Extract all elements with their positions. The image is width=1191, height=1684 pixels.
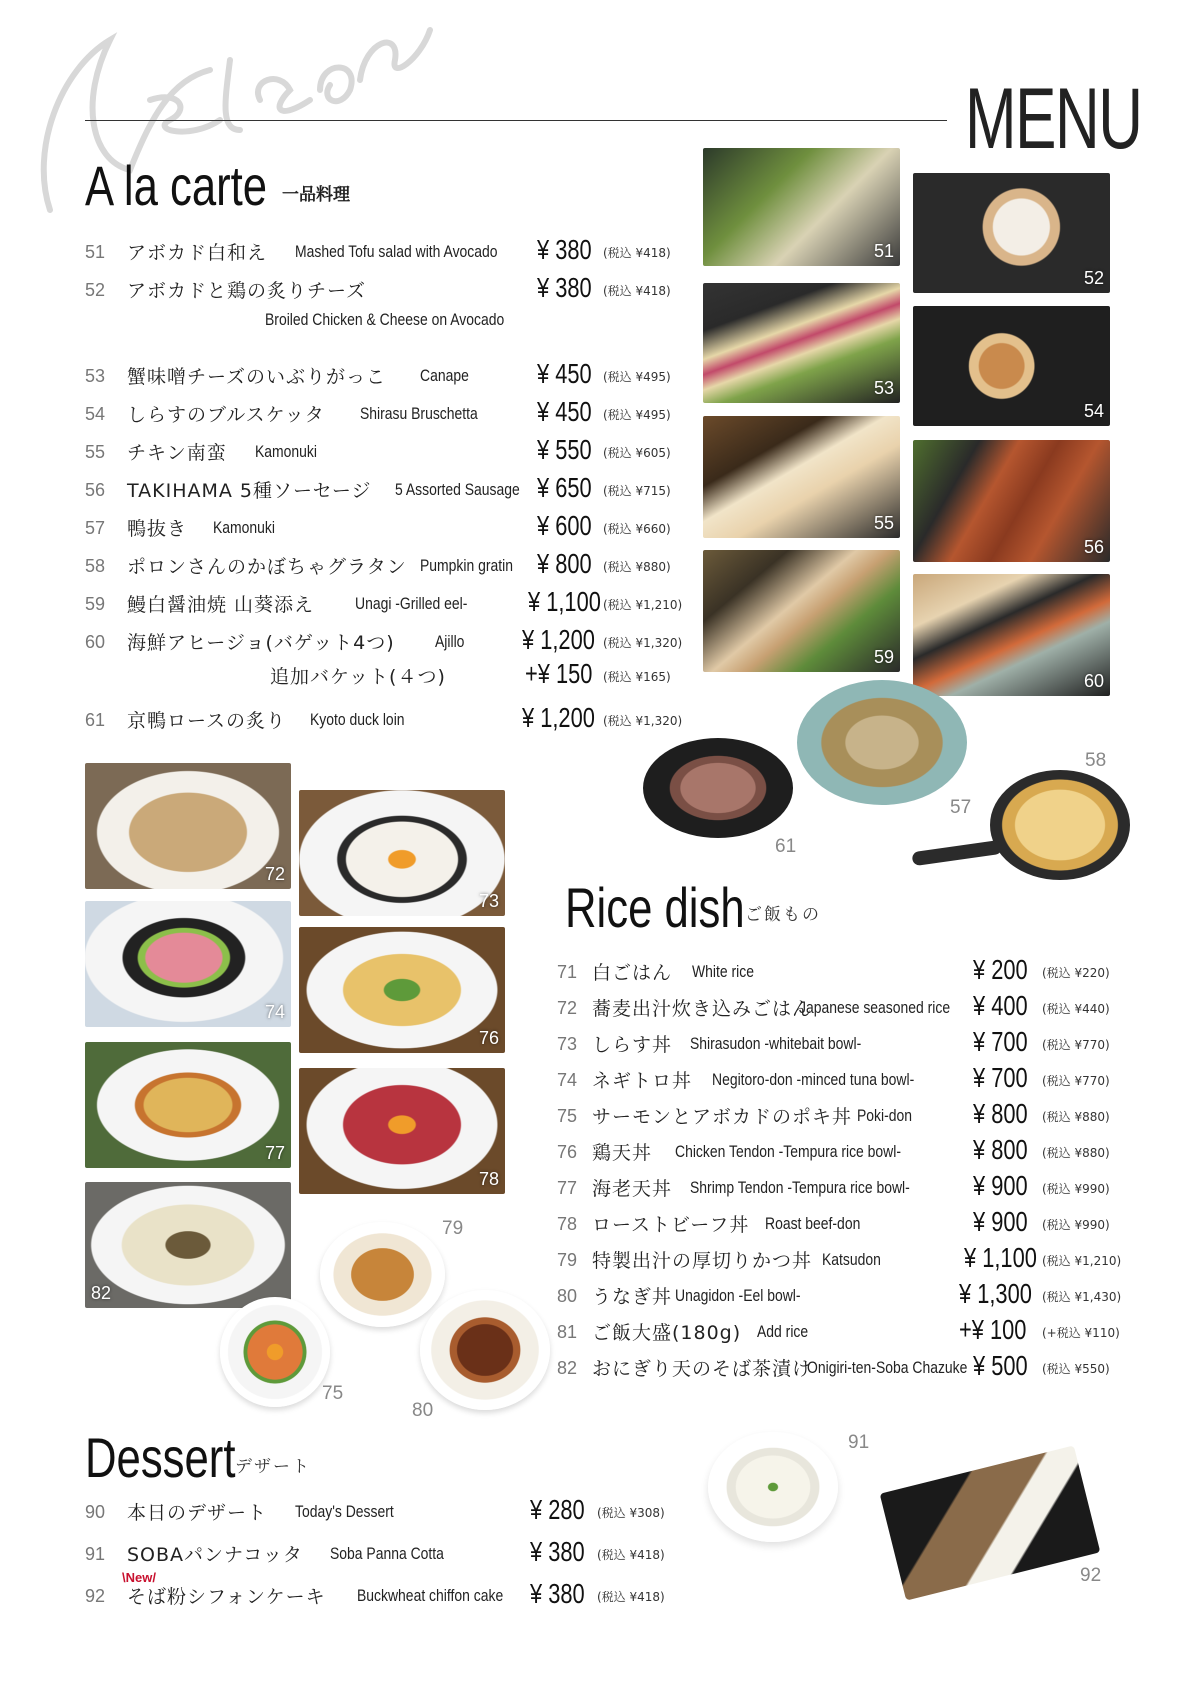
item-number: 92: [85, 1586, 106, 1606]
item-price-tax: (税込 ¥770): [1042, 1038, 1110, 1052]
photo-label: 53: [873, 378, 894, 398]
item-number: 55: [85, 442, 106, 462]
menu-row: [85, 234, 685, 268]
photo-onigiri-soba-chazuke: [85, 1182, 291, 1308]
item-price: ¥ 900: [973, 1170, 1028, 1201]
item-price-tax: (税込 ¥715): [603, 484, 671, 498]
photo-seafood-ajillo: [913, 574, 1110, 696]
item-name-en: Add rice: [757, 1322, 809, 1341]
item-price-tax: (税込 ¥1,210): [1042, 1254, 1122, 1268]
item-price: ¥ 600: [537, 510, 592, 541]
photo-label: 77: [264, 1143, 285, 1163]
photo-unagidon: [420, 1290, 550, 1410]
photo-label: 73: [478, 891, 499, 911]
item-number: 57: [85, 518, 106, 538]
item-price-tax: (税込 ¥220): [1042, 966, 1110, 980]
item-name-en: Shrimp Tendon -Tempura rice bowl-: [690, 1178, 910, 1197]
a-la-carte-title: A la carte: [85, 154, 268, 217]
photo-label: 76: [478, 1028, 499, 1048]
item-number: 74: [557, 1070, 578, 1090]
photo-label: 52: [1083, 268, 1104, 288]
photo-label-80: 80: [412, 1400, 434, 1421]
item-price-tax: (税込 ¥770): [1042, 1074, 1110, 1088]
item-name-en: Ajillo: [435, 632, 465, 651]
item-price-tax: (税込 ¥418): [603, 246, 671, 260]
item-price: ¥ 1,300: [959, 1278, 1032, 1309]
item-name-jp: ネギトロ丼: [592, 1070, 693, 1092]
item-price: ¥ 450: [537, 358, 592, 389]
photo-label: 59: [873, 647, 894, 667]
item-number: 75: [557, 1106, 578, 1126]
photo-avocado-chicken-cheese: [913, 173, 1110, 293]
photo-soba-panna-cotta: [708, 1432, 838, 1542]
item-name-jp: 蕎麦出汁炊き込みごはん: [592, 998, 813, 1020]
item-number: 79: [557, 1250, 578, 1270]
photo-shrimp-tendon: [85, 1042, 291, 1168]
photo-katsudon: [320, 1222, 445, 1327]
item-price: +¥ 100: [959, 1314, 1027, 1345]
item-number: 71: [557, 962, 578, 982]
item-name-jp: サーモンとアボカドのポキ丼: [592, 1106, 853, 1128]
item-number: 61: [85, 710, 106, 730]
item-price-tax: (税込 ¥418): [603, 284, 671, 298]
item-name-en: Kamonuki: [213, 518, 275, 537]
item-number: 77: [557, 1178, 578, 1198]
menu-row: [85, 472, 685, 506]
item-name-en: 5 Assorted Sausage: [395, 480, 520, 499]
item-name-en: Poki-don: [857, 1106, 913, 1125]
item-name-en: Broiled Chicken & Cheese on Avocado: [265, 310, 505, 329]
item-price-tax: (税込 ¥1,320): [603, 636, 683, 650]
menu-row: [557, 1206, 1117, 1240]
item-name-en: Pumpkin gratin: [420, 556, 513, 575]
item-name-en: Kyoto duck loin: [310, 710, 405, 729]
menu-title: MENU: [965, 71, 1142, 167]
item-number: 58: [85, 556, 106, 576]
a-la-carte-subtitle: 一品料理: [282, 185, 350, 205]
item-name-jp: 京鴨ロースの炙り: [127, 710, 287, 732]
dessert-subtitle: デザート: [235, 1457, 311, 1477]
item-name-en: Negitoro-don -minced tuna bowl-: [712, 1070, 915, 1089]
item-name-jp: 鴨抜き: [127, 518, 188, 540]
item-name-en: Japanese seasoned rice: [799, 998, 951, 1017]
menu-row: [557, 990, 1117, 1024]
photo-label: 74: [264, 1002, 285, 1022]
item-price-tax: (税込 ¥880): [1042, 1110, 1110, 1124]
photo-label: 55: [873, 513, 894, 533]
item-price-tax: (税込 ¥1,320): [603, 714, 683, 728]
photo-label-58: 58: [1085, 750, 1107, 771]
item-price-tax: (税込 ¥440): [1042, 1002, 1110, 1016]
photo-negitoro-don: [85, 901, 291, 1027]
photo-grilled-eel: [703, 550, 900, 672]
item-name-jp: 本日のデザート: [127, 1502, 268, 1524]
item-price-tax: (税込 ¥880): [1042, 1146, 1110, 1160]
photo-kamonuki: [797, 680, 967, 805]
item-price: ¥ 500: [973, 1350, 1028, 1381]
item-name-en: Chicken Tendon -Tempura rice bowl-: [675, 1142, 901, 1161]
photo-label: 56: [1083, 537, 1104, 557]
photo-label: 54: [1083, 401, 1104, 421]
item-number: 78: [557, 1214, 578, 1234]
item-price: ¥ 1,200: [522, 624, 595, 655]
menu-row: [85, 358, 685, 392]
photo-label-91: 91: [848, 1432, 870, 1453]
item-price: ¥ 650: [537, 472, 592, 503]
item-price-tax: (税込 ¥418): [597, 1590, 665, 1604]
item-price-tax: (税込 ¥308): [597, 1506, 665, 1520]
item-name-jp: ポロンさんのかぼちゃグラタン: [127, 556, 407, 578]
item-name-en: Katsudon: [822, 1250, 881, 1269]
item-name-jp: アボカド白和え: [127, 242, 268, 264]
item-name-en: Buckwheat chiffon cake: [357, 1586, 504, 1605]
menu-row: [557, 1242, 1122, 1276]
item-number: 54: [85, 404, 106, 424]
menu-row: [557, 1062, 1117, 1096]
item-name-jp: 海老天丼: [592, 1178, 673, 1200]
photo-seasoned-rice: [85, 763, 291, 889]
item-name-en: Kamonuki: [255, 442, 317, 461]
item-price-tax: (税込 ¥990): [1042, 1218, 1110, 1232]
item-name-jp: チキン南蛮: [127, 442, 227, 464]
item-name-jp: そば粉シフォンケーキ: [127, 1586, 326, 1608]
item-name-jp: 蟹味噌チーズのいぶりがっこ: [127, 366, 387, 388]
new-badge-text: New: [125, 1570, 153, 1585]
menu-row: [557, 1350, 1117, 1384]
item-number: 53: [85, 366, 106, 386]
item-price-tax: (税込 ¥418): [597, 1548, 665, 1562]
photo-pumpkin-gratin: [990, 770, 1130, 880]
item-name-en: White rice: [692, 962, 754, 981]
item-price: ¥ 200: [973, 954, 1028, 985]
item-price: ¥ 1,100: [528, 586, 601, 617]
item-name-jp: おにぎり天のそば茶漬け: [592, 1358, 813, 1380]
item-extra-jp: 追加バケット(４つ): [270, 666, 446, 688]
item-price: ¥ 900: [973, 1206, 1028, 1237]
menu-row: [557, 954, 1117, 988]
item-number: 90: [85, 1502, 106, 1522]
item-price: ¥ 400: [973, 990, 1028, 1021]
item-number: 56: [85, 480, 106, 500]
menu-row: [557, 1314, 1120, 1348]
photo-label: 51: [873, 241, 894, 261]
item-number: 76: [557, 1142, 578, 1162]
dessert-title: Dessert: [85, 1426, 236, 1489]
photo-label-61: 61: [775, 836, 797, 857]
item-number: 52: [85, 280, 106, 300]
item-name-jp: ローストビーフ丼: [592, 1214, 750, 1236]
item-name-en: Unagi -Grilled eel-: [355, 594, 468, 613]
item-number: 81: [557, 1322, 578, 1342]
menu-row: [85, 510, 685, 544]
photo-label: 82: [91, 1283, 112, 1303]
photo-kyoto-duck-loin: [643, 738, 793, 838]
menu-row: [85, 1536, 685, 1570]
item-name-en: Today's Dessert: [295, 1502, 394, 1521]
item-price: ¥ 380: [537, 272, 592, 303]
item-price: ¥ 550: [537, 434, 592, 465]
item-price-tax: (税込 ¥495): [603, 408, 671, 422]
menu-row: [85, 1578, 685, 1612]
photo-roast-beef-don: [299, 1068, 505, 1194]
photo-shirasudon: [299, 790, 505, 916]
item-number: 60: [85, 632, 106, 652]
item-name-en: Shirasudon -whitebait bowl-: [690, 1034, 862, 1053]
item-name-en: Soba Panna Cotta: [330, 1544, 444, 1563]
photo-label-75: 75: [322, 1383, 344, 1404]
menu-row: [85, 624, 685, 689]
menu-row: [85, 702, 685, 736]
item-price: ¥ 380: [530, 1536, 585, 1567]
photo-label-57: 57: [950, 797, 972, 818]
photo-chicken-tendon: [299, 927, 505, 1053]
item-name-en: Shirasu Bruschetta: [360, 404, 478, 423]
item-price-tax: (税込 ¥880): [603, 560, 671, 574]
menu-row: [557, 1134, 1117, 1168]
item-price-tax: (税込 ¥990): [1042, 1182, 1110, 1196]
item-number: 73: [557, 1034, 578, 1054]
photo-label-92: 92: [1080, 1565, 1102, 1586]
photo-shirasu-bruschetta: [913, 306, 1110, 426]
menu-row: [85, 586, 685, 620]
item-price-tax: (税込 ¥550): [1042, 1362, 1110, 1376]
photo-buckwheat-chiffon-cake: [880, 1445, 1101, 1600]
menu-row: [85, 272, 685, 329]
new-badge: \New/: [122, 1570, 156, 1585]
item-number: 80: [557, 1286, 578, 1306]
item-name-en: Canape: [420, 366, 469, 385]
menu-row: [85, 1494, 685, 1528]
photo-label-79: 79: [442, 1218, 464, 1239]
item-price-tax: (税込 ¥495): [603, 370, 671, 384]
item-price-tax: (税込 ¥605): [603, 446, 671, 460]
rice-dish-title: Rice dish: [565, 876, 745, 939]
item-name-en: Mashed Tofu salad with Avocado: [295, 242, 498, 261]
photo-canape: [703, 283, 900, 403]
menu-row: [557, 1278, 1122, 1312]
item-number: 91: [85, 1544, 106, 1564]
item-number: 51: [85, 242, 106, 262]
item-name-jp: ご飯大盛(180g): [592, 1322, 742, 1344]
item-name-jp: しらすのブルスケッタ: [127, 404, 325, 426]
item-price: ¥ 800: [973, 1098, 1028, 1129]
item-name-en: Onigiri-ten-Soba Chazuke: [807, 1358, 968, 1377]
photo-label: 72: [264, 864, 285, 884]
photo-label: 78: [478, 1169, 499, 1189]
item-price: ¥ 800: [537, 548, 592, 579]
menu-row: [557, 1170, 1117, 1204]
menu-row: [85, 434, 685, 468]
item-name-en: Unagidon -Eel bowl-: [675, 1286, 801, 1305]
item-name-jp: 白ごはん: [592, 962, 673, 984]
item-name-jp: 海鮮アヒージョ(バゲット4つ): [127, 632, 395, 654]
skillet-handle: [911, 840, 1002, 866]
header-rule: [85, 120, 947, 121]
item-number: 82: [557, 1358, 578, 1378]
item-price-tax: (税込 ¥660): [603, 522, 671, 536]
item-name-en: Roast beef-don: [765, 1214, 861, 1233]
menu-row: [85, 396, 685, 430]
menu-row: [85, 548, 685, 582]
menu-row: [557, 1098, 1117, 1132]
item-number: 72: [557, 998, 578, 1018]
rice-dish-subtitle: ご飯もの: [745, 905, 821, 925]
photo-poki-don: [220, 1297, 330, 1407]
item-name-jp: TAKIHAMA 5種ソーセージ: [127, 480, 372, 502]
item-price-tax: (税込 ¥1,210): [603, 598, 683, 612]
item-price: ¥ 1,100: [964, 1242, 1037, 1273]
menu-row: [557, 1026, 1117, 1060]
item-price-tax: (+税込 ¥110): [1042, 1326, 1120, 1340]
item-price: ¥ 380: [530, 1578, 585, 1609]
item-extra-price: +¥ 150: [525, 658, 593, 689]
item-name-jp: しらす丼: [592, 1034, 673, 1056]
item-price: ¥ 280: [530, 1494, 585, 1525]
item-extra-tax: (税込 ¥165): [603, 670, 671, 684]
item-name-jp: 鰻白醤油焼 山葵添え: [127, 594, 315, 616]
item-price-tax: (税込 ¥1,430): [1042, 1290, 1122, 1304]
item-name-jp: 鶏天丼: [592, 1142, 653, 1164]
item-price: ¥ 380: [537, 234, 592, 265]
item-price: ¥ 450: [537, 396, 592, 427]
item-number: 59: [85, 594, 106, 614]
item-name-jp: 特製出汁の厚切りかつ丼: [592, 1250, 813, 1272]
photo-label: 60: [1083, 671, 1104, 691]
item-price: ¥ 700: [973, 1062, 1028, 1093]
photo-avocado-tofu-salad: [703, 148, 900, 266]
item-name-jp: アボカドと鶏の炙りチーズ: [127, 280, 367, 302]
item-price: ¥ 700: [973, 1026, 1028, 1057]
item-name-jp: うなぎ丼: [592, 1286, 673, 1308]
photo-chicken-nanban: [703, 416, 900, 538]
item-price: ¥ 800: [973, 1134, 1028, 1165]
item-price: ¥ 1,200: [522, 702, 595, 733]
item-name-jp: SOBAパンナコッタ: [127, 1544, 303, 1566]
photo-assorted-sausage: [913, 440, 1110, 562]
